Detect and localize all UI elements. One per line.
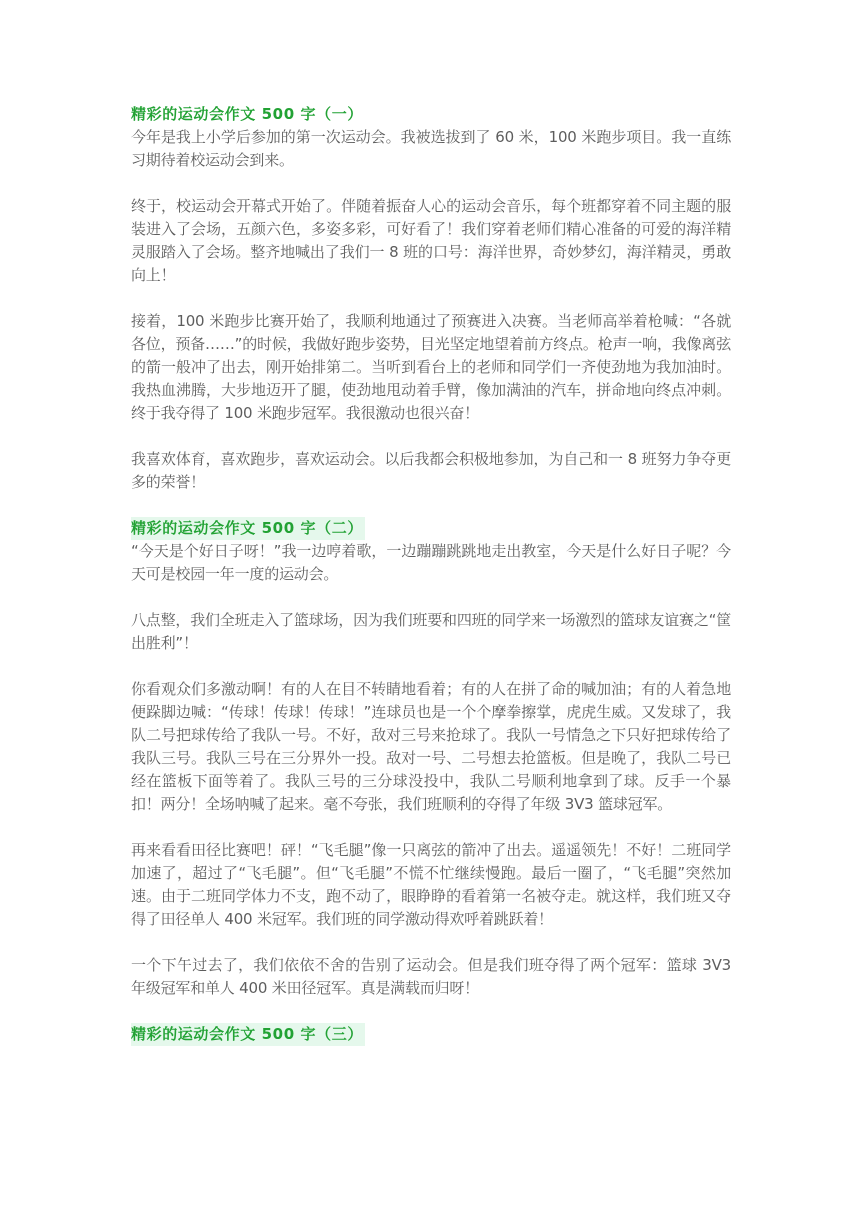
paragraph-spacer (131, 287, 731, 310)
section-heading: 精彩的运动会作文 500 字（一） (131, 105, 363, 123)
paragraph: “今天是个好日子呀！”我一边哼着歌，一边蹦蹦跳跳地走出教室，今天是什么好日子呢？今天可是校园一年一度的运动会。 (131, 542, 731, 583)
paragraph-spacer (131, 586, 731, 609)
section-1 (131, 103, 731, 517)
paragraph-spacer (131, 494, 731, 517)
paragraph: 我喜欢体育，喜欢跑步，喜欢运动会。以后我都会积极地参加，为自己和一 8 班努力争夺更多的荣誉！ (131, 450, 731, 491)
section-heading: 精彩的运动会作文 500 字（二） (131, 517, 365, 540)
paragraph-spacer (131, 655, 731, 678)
paragraph-spacer (131, 1000, 731, 1023)
section-3 (131, 1023, 731, 1046)
section-heading: 精彩的运动会作文 500 字（三） (131, 1023, 365, 1046)
article-body (131, 103, 731, 1046)
paragraph-spacer (131, 425, 731, 448)
paragraph: 今年是我上小学后参加的第一次运动会。我被选拔到了 60 米，100 米跑步项目。我一直练习期待着校运动会到来。 (131, 128, 731, 169)
paragraph: 终于，校运动会开幕式开始了。伴随着振奋人心的运动会音乐，每个班都穿着不同主题的服装进入了会场，五颜六色，多姿多彩，可好看了！我们穿着老师们精心准备的可爱的海洋精灵服踏入了会场。整齐地喊出了我们一 8 班的口号：海洋世界，奇妙梦幻，海洋精灵，勇敢向上！ (131, 197, 731, 284)
paragraph-spacer (131, 816, 731, 839)
section-2 (131, 517, 731, 1023)
paragraph-spacer (131, 931, 731, 954)
paragraph: 再来看看田径比赛吧！砰！“飞毛腿”像一只离弦的箭冲了出去。遥遥领先！不好！二班同学加速了，超过了“飞毛腿”。但“飞毛腿”不慌不忙继续慢跑。最后一圈了，“飞毛腿”突然加速。由于二班同学体力不支，跑不动了，眼睁睁的看着第一名被夺走。就这样，我们班又夺得了田径单人 400 米冠军。我们班的同学激动得欢呼着跳跃着！ (131, 841, 731, 928)
paragraph: 接着，100 米跑步比赛开始了，我顺利地通过了预赛进入决赛。当老师高举着枪喊：“各就各位，预备……”的时候，我做好跑步姿势，目光坚定地望着前方终点。枪声一响，我像离弦的箭一般冲了出去，刚开始排第二。当听到看台上的老师和同学们一齐使劲地为我加油时。我热血沸腾，大步地迈开了腿，使劲地甩动着手臂，像加满油的汽车，拼命地向终点冲刺。终于我夺得了 100 米跑步冠军。我很激动也很兴奋！ (131, 312, 731, 422)
paragraph: 八点整，我们全班走入了篮球场，因为我们班要和四班的同学来一场激烈的篮球友谊赛之“筐出胜利”！ (131, 611, 731, 652)
paragraph: 你看观众们多激动啊！有的人在目不转睛地看着；有的人在拼了命的喊加油；有的人着急地便跺脚边喊：“传球！传球！传球！”连球员也是一个个摩拳擦掌，虎虎生威。又发球了，我队二号把球传给了我队一号。不好，敌对三号来抢球了。我队一号情急之下只好把球传给了我队三号。我队三号在三分界外一投。敌对一号、二号想去抢篮板。但是晚了，我队二号已经在篮板下面等着了。我队三号的三分球没投中，我队二号顺利地拿到了球。反手一个暴扣！两分！全场呐喊了起来。毫不夸张，我们班顺利的夺得了年级 3V3 篮球冠军。 (131, 680, 731, 813)
paragraph: 一个下午过去了，我们依依不舍的告别了运动会。但是我们班夺得了两个冠军：篮球 3V3 年级冠军和单人 400 米田径冠军。真是满载而归呀！ (131, 956, 731, 997)
paragraph-spacer (131, 172, 731, 195)
